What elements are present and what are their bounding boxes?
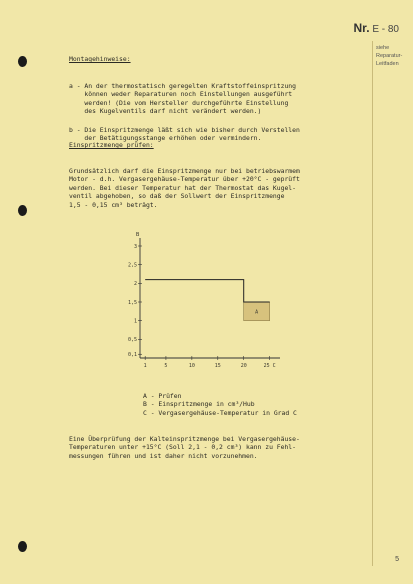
text-line: werden. Bei dieser Temperatur hat der Thermostat das Kugel-: [69, 183, 297, 192]
y-tick-label: 1: [133, 318, 137, 325]
number-value: E - 80: [372, 24, 399, 35]
pruefen-paragraph: [69, 158, 300, 210]
binder-hole: [18, 541, 27, 552]
x-tick-label: 15: [214, 363, 221, 369]
text-line: Motor - d.h. Vergasergehäuse-Temperatur über +20°C - geprüft: [69, 175, 300, 184]
injection-curve: [145, 280, 269, 302]
y-tick-label: 2: [133, 281, 137, 288]
text-line: a - An der thermostatisch geregelten Kraftstoffeinspritzung: [69, 81, 297, 90]
text-line: Eine Überprüfung der Kalteinspritzmenge bei Vergasergehäuse-: [69, 434, 300, 443]
legend-item: B - Einspritzmenge in cm³/Hub: [143, 400, 255, 409]
x-tick-label: 25 C: [263, 363, 276, 369]
text-line: Temperaturen unter +15°C (Soll 2,1 - 0,2 cm³) kann zu Fehl-: [69, 443, 297, 452]
y-axis-label: B: [136, 232, 140, 238]
text-line: b - Die Einspritzmenge läßt sich wie bisher durch Verstellen: [69, 125, 300, 134]
binder-hole: [18, 205, 27, 216]
y-tick-label: 1,5: [127, 299, 137, 306]
kalt-paragraph: [69, 426, 300, 460]
x-tick-label: 5: [164, 363, 168, 369]
binder-hole: [18, 56, 27, 67]
y-tick-label: 0,1: [127, 352, 137, 359]
y-tick-label: 3: [133, 243, 137, 250]
montage-item-b: [69, 117, 300, 143]
text-line: Grundsätzlich darf die Einspritzmenge nur bei betriebswarmem: [69, 166, 300, 175]
marked-region-label: A: [255, 309, 259, 316]
text-line: ventil abgehoben, so daß der Sollwert der Einspritzmenge: [69, 192, 285, 201]
x-tick-label: 20: [240, 363, 247, 369]
number-prefix: Nr.: [353, 21, 370, 35]
margin-note: siehe Reparatur-Leitfaden: [376, 45, 403, 67]
margin-rule: [372, 41, 373, 566]
text-line: des Kugelventils darf nicht verändert werden.): [69, 107, 262, 116]
montage-title: Montagehinweise:: [69, 55, 131, 63]
page-number: 5: [395, 556, 399, 563]
y-tick-label: 2,5: [127, 262, 137, 269]
injection-chart: [118, 225, 288, 375]
text-line: der Betätigungsstange erhöhen oder vermindern.: [69, 134, 262, 143]
x-tick-label: 10: [188, 363, 195, 369]
text-line: 1,5 - 0,15 cm³ beträgt.: [69, 200, 158, 209]
text-line: werden! (Die vom Hersteller durchgeführte Einstellung: [69, 98, 289, 107]
legend-item: C - Vergasergehäuse-Temperatur in Grad C: [143, 408, 297, 417]
text-line: messungen führen und ist daher nicht vorzunehmen.: [69, 451, 258, 460]
text-line: können weder Reparaturen noch Einstellungen ausgeführt: [69, 90, 293, 99]
chart-legend: [143, 383, 297, 417]
legend-item: A - Prüfen: [143, 391, 182, 400]
x-tick-label: 1: [143, 363, 147, 369]
y-tick-label: 0,5: [127, 337, 137, 344]
pruefen-title: Einspritzmenge prüfen:: [69, 141, 154, 149]
document-number: [354, 21, 399, 35]
montage-item-a: [69, 73, 296, 116]
